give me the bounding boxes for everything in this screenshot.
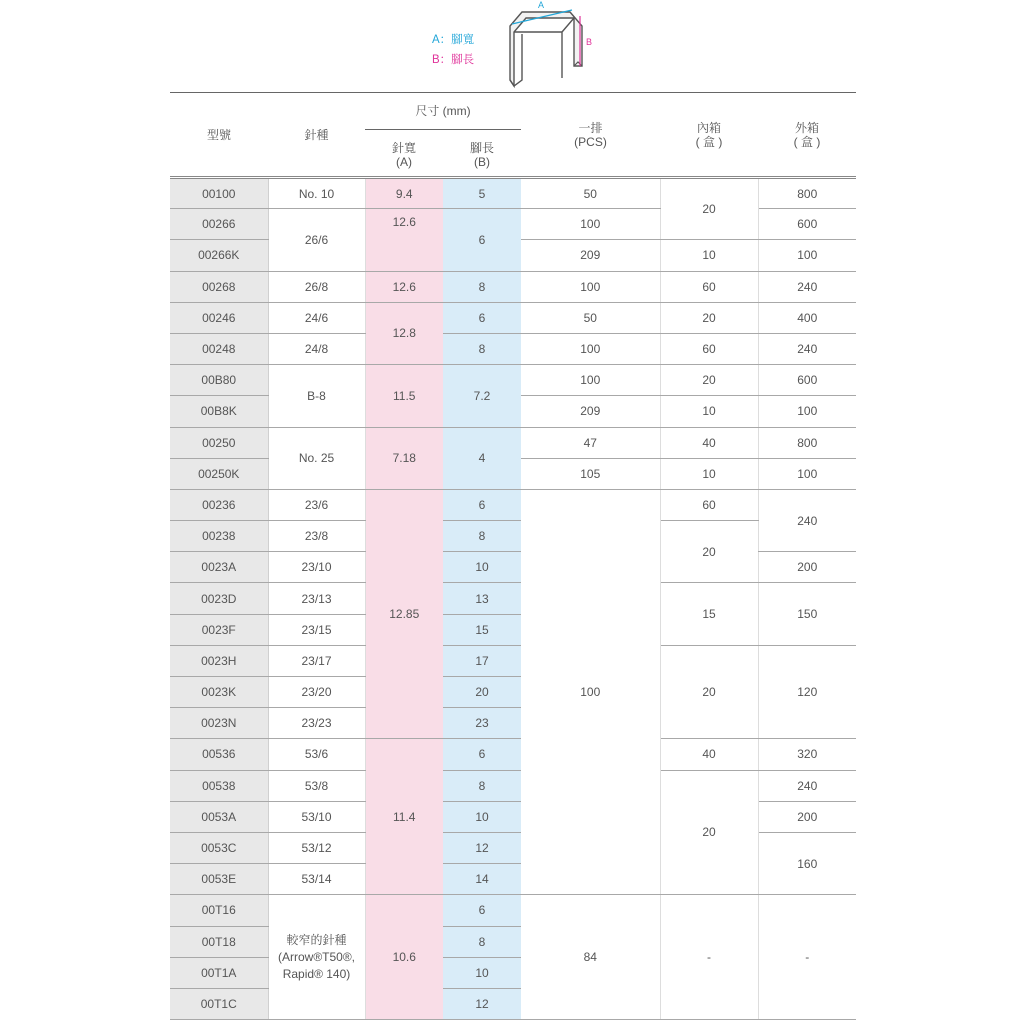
cell-inner: 60 <box>660 489 758 520</box>
cell-outer: 400 <box>758 302 856 333</box>
cell-inner: 40 <box>660 739 758 770</box>
cell-outer: 100 <box>758 240 856 271</box>
cell-model: 00236 <box>170 489 268 520</box>
cell-outer: 240 <box>758 271 856 302</box>
cell-width: 12.8 <box>365 302 443 364</box>
cell-outer: - <box>758 895 856 1020</box>
cell-type: 23/8 <box>268 521 365 552</box>
cell-type: No. 25 <box>268 427 365 489</box>
cell-type: 23/13 <box>268 583 365 614</box>
table-row <box>170 365 856 396</box>
cell-outer: 120 <box>758 645 856 739</box>
cell-inner: 10 <box>660 396 758 427</box>
cell-model: 0023D <box>170 583 268 614</box>
cell-inner: 40 <box>660 427 758 458</box>
cell-outer: 240 <box>758 770 856 801</box>
cell-type: 24/6 <box>268 302 365 333</box>
cell-inner: 10 <box>660 458 758 489</box>
cell-type: 26/8 <box>268 271 365 302</box>
cell-model: 00268 <box>170 271 268 302</box>
cell-outer: 240 <box>758 333 856 364</box>
cell-width: 12.6 <box>365 271 443 302</box>
cell-type: No. 10 <box>268 178 365 209</box>
cell-length: 6 <box>443 739 521 770</box>
cell-model: 00B80 <box>170 365 268 396</box>
cell-model: 00250 <box>170 427 268 458</box>
table-row <box>170 770 856 801</box>
cell-outer: 200 <box>758 801 856 832</box>
cell-model: 0053E <box>170 864 268 895</box>
cell-inner: 20 <box>660 645 758 739</box>
cell-outer: 800 <box>758 178 856 209</box>
header-inner-box: 內箱 ( 盒 ) <box>695 120 723 149</box>
table-row <box>170 178 856 209</box>
cell-inner: 15 <box>660 583 758 645</box>
legend-a: A：腳寬 <box>432 34 475 46</box>
cell-model: 00238 <box>170 521 268 552</box>
cell-inner: 20 <box>660 302 758 333</box>
dimension-legend <box>432 30 474 70</box>
cell-row: 50 <box>521 178 660 209</box>
header-row: 一排 (PCS) <box>574 120 607 149</box>
header-size: 尺寸 (mm) <box>415 104 471 118</box>
cell-length: 10 <box>443 957 521 988</box>
cell-inner: 60 <box>660 271 758 302</box>
header-outer-box: 外箱 ( 盒 ) <box>793 120 821 149</box>
cell-model: 0053C <box>170 832 268 863</box>
cell-length: 5 <box>443 178 521 209</box>
cell-type: 53/14 <box>268 864 365 895</box>
diagram-label-a: A <box>538 0 545 10</box>
cell-length: 8 <box>443 770 521 801</box>
cell-type: 53/12 <box>268 832 365 863</box>
cell-model: 00T1A <box>170 957 268 988</box>
cell-model: 0023A <box>170 552 268 583</box>
cell-model: 00100 <box>170 178 268 209</box>
cell-row: 100 <box>521 271 660 302</box>
cell-row: 84 <box>521 895 660 1020</box>
cell-model: 0023N <box>170 708 268 739</box>
cell-type: 23/20 <box>268 677 365 708</box>
cell-row: 100 <box>521 209 660 240</box>
cell-inner: 20 <box>660 521 758 583</box>
cell-row: 47 <box>521 427 660 458</box>
cell-row: 100 <box>521 365 660 396</box>
table-row <box>170 645 856 676</box>
table-row <box>170 427 856 458</box>
cell-inner: 10 <box>660 240 758 271</box>
cell-length: 13 <box>443 583 521 614</box>
cell-type: 23/15 <box>268 614 365 645</box>
cell-outer: 100 <box>758 396 856 427</box>
cell-length: 10 <box>443 801 521 832</box>
table-row <box>170 489 856 520</box>
cell-model: 0023H <box>170 645 268 676</box>
cell-model: 00538 <box>170 770 268 801</box>
cell-length: 6 <box>443 895 521 926</box>
diagram-label-b: B <box>586 37 593 47</box>
cell-type-narrow: 較窄的針種 (Arrow®T50®, Rapid® 140) <box>268 895 365 1020</box>
staple-spec-table <box>170 92 856 1020</box>
header-type: 針種 <box>304 127 329 142</box>
table-row <box>170 271 856 302</box>
cell-length: 23 <box>443 708 521 739</box>
staple-diagram <box>500 0 610 92</box>
cell-length: 6 <box>443 489 521 520</box>
cell-type: B-8 <box>268 365 365 427</box>
cell-outer: 240 <box>758 489 856 551</box>
cell-length: 8 <box>443 333 521 364</box>
cell-row: 209 <box>521 240 660 271</box>
legend-b: B：腳長 <box>432 54 475 66</box>
cell-outer: 800 <box>758 427 856 458</box>
cell-length: 15 <box>443 614 521 645</box>
cell-type: 23/23 <box>268 708 365 739</box>
cell-length: 4 <box>443 427 521 489</box>
cell-row: 50 <box>521 302 660 333</box>
cell-type: 23/17 <box>268 645 365 676</box>
cell-length: 10 <box>443 552 521 583</box>
cell-width: 9.4 <box>365 178 443 209</box>
cell-width: 11.5 <box>365 365 443 427</box>
cell-outer: 150 <box>758 583 856 645</box>
table-row <box>170 895 856 926</box>
table-row <box>170 739 856 770</box>
cell-row: 100 <box>521 489 660 894</box>
cell-row: 100 <box>521 333 660 364</box>
cell-outer: 600 <box>758 365 856 396</box>
cell-length: 8 <box>443 521 521 552</box>
cell-type: 26/6 <box>268 209 365 271</box>
table-row <box>170 333 856 364</box>
cell-length: 7.2 <box>443 365 521 427</box>
cell-outer: 160 <box>758 832 856 894</box>
cell-length: 8 <box>443 271 521 302</box>
cell-inner: 60 <box>660 333 758 364</box>
cell-length: 12 <box>443 832 521 863</box>
cell-outer: 100 <box>758 458 856 489</box>
cell-inner: - <box>660 895 758 1020</box>
cell-model: 00T18 <box>170 926 268 957</box>
cell-model: 00246 <box>170 302 268 333</box>
table-row <box>170 583 856 614</box>
cell-width: 11.4 <box>365 739 443 895</box>
cell-model: 00536 <box>170 739 268 770</box>
cell-model: 00T1C <box>170 988 268 1019</box>
cell-type: 53/10 <box>268 801 365 832</box>
cell-model: 00248 <box>170 333 268 364</box>
cell-model: 0023K <box>170 677 268 708</box>
cell-type: 23/6 <box>268 489 365 520</box>
cell-model: 00250K <box>170 458 268 489</box>
cell-outer: 600 <box>758 209 856 240</box>
cell-type: 53/8 <box>268 770 365 801</box>
cell-model: 00266 <box>170 209 268 240</box>
cell-outer: 200 <box>758 552 856 583</box>
cell-width: 7.18 <box>365 427 443 489</box>
cell-width: 12.6 <box>365 209 443 271</box>
cell-inner: 20 <box>660 365 758 396</box>
cell-length: 14 <box>443 864 521 895</box>
header-model: 型號 <box>206 127 231 142</box>
cell-length: 12 <box>443 988 521 1019</box>
cell-inner: 20 <box>660 178 758 240</box>
cell-length: 6 <box>443 302 521 333</box>
cell-row: 105 <box>521 458 660 489</box>
cell-model: 00266K <box>170 240 268 271</box>
header-width: 針寬 (A) <box>365 130 443 178</box>
header-length: 腳長 (B) <box>443 130 521 178</box>
cell-width: 10.6 <box>365 895 443 1020</box>
cell-row: 209 <box>521 396 660 427</box>
cell-type: 24/8 <box>268 333 365 364</box>
cell-type: 53/6 <box>268 739 365 770</box>
cell-inner: 20 <box>660 770 758 895</box>
cell-model: 00B8K <box>170 396 268 427</box>
table-row <box>170 302 856 333</box>
cell-model: 0053A <box>170 801 268 832</box>
cell-model: 00T16 <box>170 895 268 926</box>
cell-model: 0023F <box>170 614 268 645</box>
cell-length: 20 <box>443 677 521 708</box>
cell-length: 8 <box>443 926 521 957</box>
table-row <box>170 521 856 552</box>
cell-length: 6 <box>443 209 521 271</box>
cell-outer: 320 <box>758 739 856 770</box>
cell-length: 17 <box>443 645 521 676</box>
cell-width: 12.85 <box>365 489 443 739</box>
cell-type: 23/10 <box>268 552 365 583</box>
